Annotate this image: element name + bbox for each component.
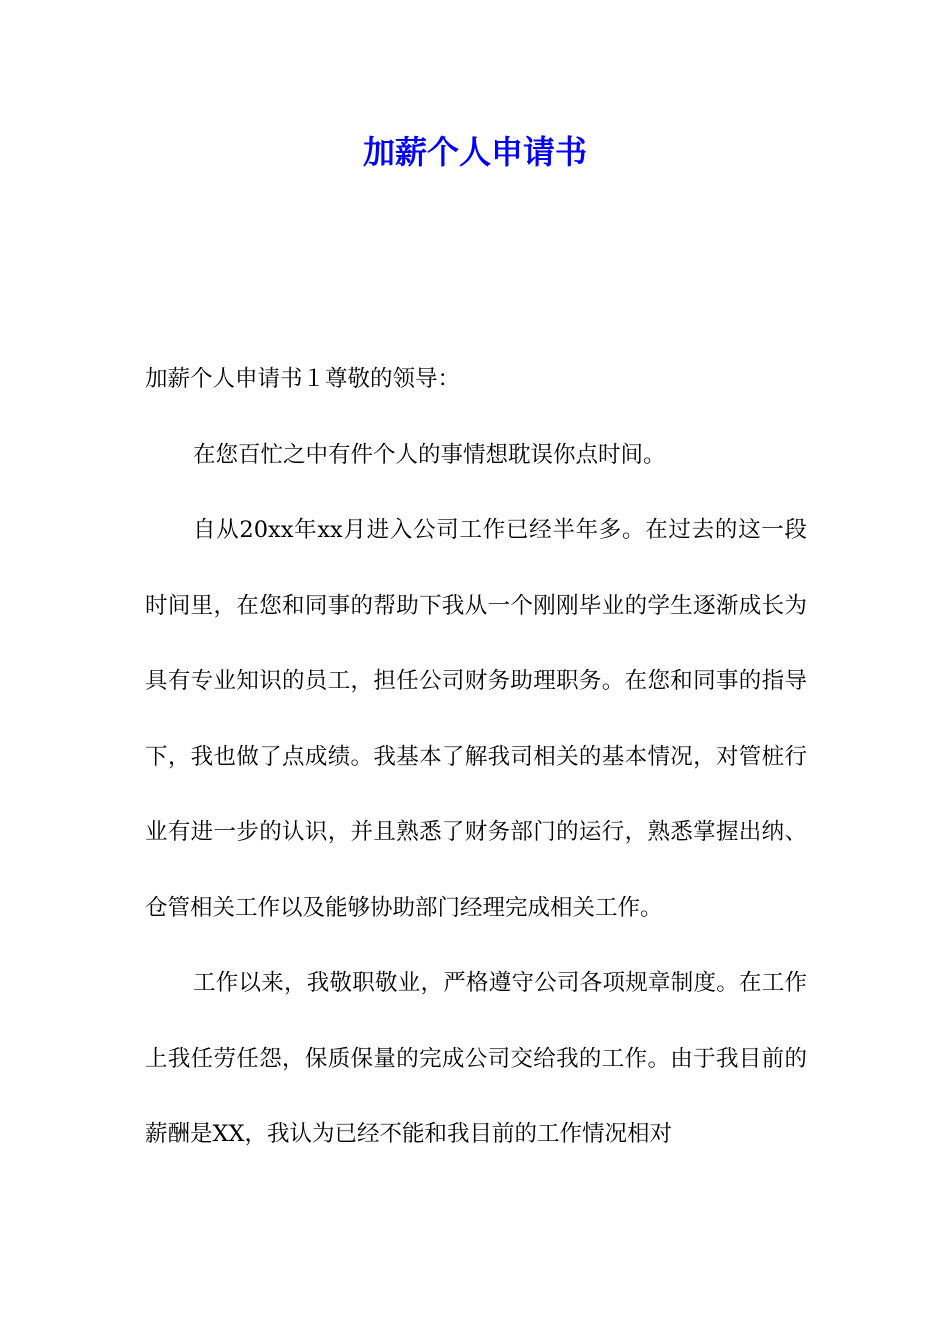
paragraph-work-history: 自从20xx年xx月进入公司工作已经半年多。在过去的这一段时间里，在您和同事的帮助下我从一个刚刚毕业的学生逐渐成长为具有专业知识的员工，担任公司财务助理职务。在您和同事的指导下，我也做了点成绩。我基本了解我司相关的基本情况，对管桩行业有进一步的认识，并且熟悉了财务部门的运行，熟悉掌握出纳、仓管相关工作以及能够协助部门经理完成相关工作。	[145, 517, 807, 921]
paragraph-work-attitude: 工作以来，我敬职敬业，严格遵守公司各项规章制度。在工作上我任劳任怨，保质保量的完成公司交给我的工作。由于我目前的薪酬是XX，我认为已经不能和我目前的工作情况相对	[145, 970, 807, 1147]
paragraph-intro: 在您百忙之中有件个人的事情想耽误你点时间。	[193, 441, 666, 468]
document-title: 加薪个人申请书	[362, 133, 587, 171]
document-body	[145, 342, 807, 1173]
paragraph-salutation: 加薪个人申请书１尊敬的领导：	[145, 366, 461, 392]
